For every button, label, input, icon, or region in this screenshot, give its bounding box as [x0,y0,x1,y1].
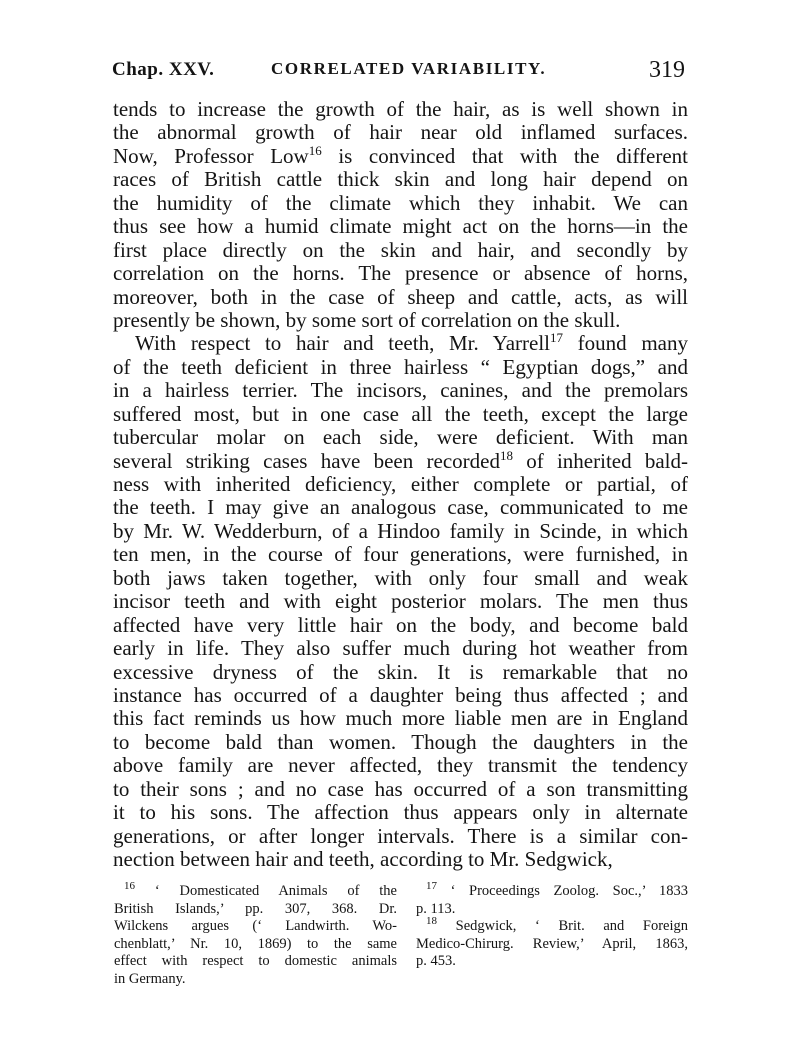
footnote-line [114,918,397,936]
text-line [113,447,689,473]
footnote-line [416,880,688,901]
text-line: of the teeth deficient in three hairless “ Egyptian dogs,” and [113,354,688,379]
text-line: by Mr. W. Wedderburn, of a Hindoo family in Scinde, in which [113,518,688,543]
text-line: affected have very little hair on the body, and become bald [113,612,688,637]
footnote-line [416,936,688,954]
text-line: generations, or after longer intervals. There is a similar con- [113,823,688,848]
chapter-label: Chap. XXV. [112,59,215,80]
footnote-text: British Islands,’ pp. 307, 368. Dr. [114,900,397,917]
text-line: to their sons ; and no case has occurred of a son transmitting [113,776,688,801]
text-line: first place directly on the skin and hair, and secondly by [113,237,688,262]
footnote-number: 17 [426,880,437,892]
text-line: moreover, both in the case of sheep and cattle, acts, as will [113,284,688,309]
text-line [113,142,688,168]
text-line: races of British cattle thick skin and long hair depend on [113,167,688,192]
footnote-line [114,971,397,989]
text-line: above family are never affected, they transmit the tendency [113,753,688,778]
footnote-number: 18 [426,915,437,928]
text-line: the abnormal growth of hair near old inflamed surfaces. [113,120,688,145]
footnote-line [114,936,397,954]
footnote-text: Medico-Chirurg. Review,’ April, 1863, [416,935,688,952]
footnotes-left-column [114,880,397,989]
text-line: both jaws taken together, with only four small and weak [113,565,688,590]
footnote-text: Sedgwick, ‘ Brit. and Foreign [437,918,688,935]
text-line [113,332,688,355]
text-line: tubercular molar on each side, were deficient. With man [113,425,688,450]
text-line: the teeth. I may give an analogous case, communicated to me [113,495,688,520]
text-line: suffered most, but in one case all the teeth, except the large [113,401,688,426]
footnote-line [416,915,688,936]
text-segment: Now, Professor Low [113,143,309,168]
text-line: the humidity of the climate which they inhabit. We can [113,190,688,215]
text-line: ten men, in the course of four generations, were furnished, in [113,542,688,567]
text-line: in a hairless terrier. The incisors, canines, and the premolars [113,378,688,403]
footnote-text: Wilckens argues (‘ Landwirth. Wo- [114,918,397,935]
footnote-line [114,901,397,919]
footnote-reference: 18 [499,447,513,463]
footnote-number: 16 [124,880,135,892]
running-title: CORRELATED VARIABILITY. [271,59,547,78]
text-line: tends to increase the growth of the hair, as is well shown in [113,97,688,121]
footnote-reference: 16 [308,142,322,158]
footnote-text: effect with respect to domestic animals [114,953,397,970]
text-line: to become bald than women. Though the daughters in the [113,729,688,754]
text-line: instance has occurred of a daughter being thus affected ; and [113,682,688,707]
text-segment: of inherited bald- [512,448,689,473]
footnote-line [416,953,688,971]
text-segment: With respect to hair and teeth, Mr. Yarrell [135,331,550,356]
text-line: early in life. They also suffer much during hot weather from [113,636,688,661]
footnote-line [416,901,688,919]
footnote-text: p. 453. [416,953,456,970]
footnote-line [114,953,397,971]
footnote-text: p. 113. [416,900,456,917]
footnote-text: chenblatt,’ Nr. 10, 1869) to the same [114,935,397,952]
text-line: correlation on the horns. The presence or absence of horns, [113,261,688,286]
text-segment: is convinced that with the different [321,143,688,168]
footnote-line [114,880,397,901]
text-line: incisor teeth and with eight posterior molars. The men thus [113,589,688,614]
footnote-text: in Germany. [114,970,186,987]
text-segment: several striking cases have been recorded [113,448,500,473]
footnotes-right-column [416,880,688,971]
page-number: 319 [649,57,685,83]
text-line: thus see how a humid climate might act on the horns—in the [113,214,688,239]
footnote-text: ‘ Domesticated Animals of the [135,883,397,899]
text-line: this fact reminds us how much more liable men are in England [113,706,688,731]
text-line: presently be shown, by some sort of correlation on the skull. [113,307,621,332]
text-line: nection between hair and teeth, according to Mr. Sedgwick, [113,847,613,871]
running-header [112,57,685,87]
body-text [113,98,688,871]
text-segment: found many [563,331,688,356]
footnote-text: ‘ Proceedings Zoolog. Soc.,’ 1833 [437,883,688,899]
text-line: excessive dryness of the skin. It is remarkable that no [113,659,688,684]
footnote-reference: 17 [550,330,563,346]
text-line: it to his sons. The affection thus appears only in alternate [113,800,688,825]
text-line: ness with inherited deficiency, either complete or partial, of [113,472,688,496]
